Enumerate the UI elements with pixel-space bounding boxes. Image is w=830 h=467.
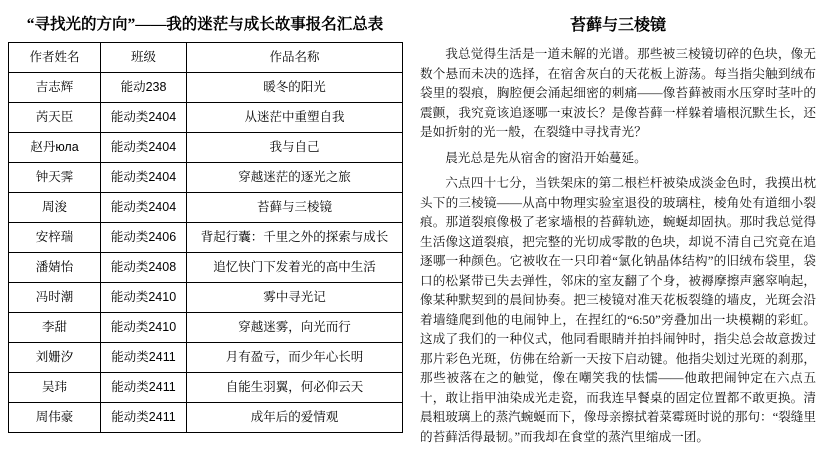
cell-class: 能动类2410 [101, 283, 187, 313]
table-row [9, 133, 403, 163]
table-row [9, 373, 403, 403]
cell-author: 钟天霁 [9, 163, 101, 193]
cell-author: 潘婧怡 [9, 253, 101, 283]
article-section [412, 0, 830, 467]
signup-table-section [0, 0, 412, 467]
cell-author: 冯时潮 [9, 283, 101, 313]
table-row [9, 343, 403, 373]
table-row [9, 103, 403, 133]
cell-work: 穿越迷茫的逐光之旅 [187, 163, 403, 193]
cell-class: 能动类2404 [101, 163, 187, 193]
cell-class: 能动类2404 [101, 193, 187, 223]
column-header-work: 作品名称 [187, 43, 403, 73]
cell-work: 暖冬的阳光 [187, 73, 403, 103]
cell-work: 苔藓与三棱镜 [187, 193, 403, 223]
cell-author: 吴玮 [9, 373, 101, 403]
cell-class: 能动类2404 [101, 133, 187, 163]
article-paragraph: 六点四十七分，当铁架床的第二根栏杆被染成淡金色时，我摸出枕头下的三棱镜——从高中物理实验室退役的玻璃柱，棱角处有道细小裂痕。那道裂痕像极了老家墙根的苔藓轨迹，蜿蜒却固执。那时我总觉得生活像这道裂痕，把完整的光切成零散的色块，却说不清自己究竟在追逐哪一种颜色。它被收在一只印着“氯化钠晶体结构”的旧绒布袋里，袋口的松紧带已失去弹性，邻床的室友翻了个身，被褥摩擦声窸窣响起，像某种默契到的晨间协奏。把三棱镜对准天花板裂缝的墙皮，光斑会沿着墙缝爬到他的电闹钟上，在捏红的“6:50”旁叠加出一块模糊的彩虹。这成了我们的一种仪式，他同看眼睛并拍抖闹钟时，指尖总会故意拨过那片彩色光斑，仿佛在给新一天按下启动键。他指尖划过光斑的刹那，那些被落在之的触觉，像在嘲笑我的怯懦——他敢把闹钟定在六点五十，敢让指甲油染成光走瓷，而我连早餐桌的固定位置都不敢更换。清晨粗玻璃上的蒸汽蜿蜒而下，像母亲擦拭着菜霉斑时说的那句：“裂缝里的苔藓活得最韧。”而我却在食堂的蒸汽里缩成一团。 [420, 176, 816, 444]
table-row [9, 223, 403, 253]
cell-author: 赵丹юла [9, 133, 101, 163]
cell-class: 能动类2411 [101, 403, 187, 433]
table-row [9, 403, 403, 433]
cell-author: 芮天臣 [9, 103, 101, 133]
cell-author: 周伟豪 [9, 403, 101, 433]
cell-author: 安梓瑞 [9, 223, 101, 253]
cell-class: 能动类2411 [101, 373, 187, 403]
table-header-row [9, 43, 403, 73]
cell-work: 穿越迷雾，向光而行 [187, 313, 403, 343]
cell-author: 李甜 [9, 313, 101, 343]
cell-author: 刘姗汐 [9, 343, 101, 373]
cell-author: 周浚 [9, 193, 101, 223]
cell-work: 我与自己 [187, 133, 403, 163]
cell-work: 成年后的爱情观 [187, 403, 403, 433]
cell-class: 能动类2404 [101, 103, 187, 133]
cell-work: 追忆快门下发着光的高中生活 [187, 253, 403, 283]
signup-table [8, 42, 403, 433]
cell-work: 雾中寻光记 [187, 283, 403, 313]
cell-class: 能动类2408 [101, 253, 187, 283]
table-row [9, 313, 403, 343]
table-body [9, 73, 403, 433]
table-row [9, 253, 403, 283]
cell-author: 吉志辉 [9, 73, 101, 103]
table-header [9, 43, 403, 73]
table-row [9, 163, 403, 193]
article-title: 苔藓与三棱镜 [569, 17, 666, 34]
table-row [9, 193, 403, 223]
cell-class: 能动类2411 [101, 343, 187, 373]
cell-work: 从迷茫中重塑自我 [187, 103, 403, 133]
table-row [9, 73, 403, 103]
article-paragraph: 晨光总是先从宿舍的窗沿开始蔓延。 [445, 150, 647, 165]
cell-class: 能动类2410 [101, 313, 187, 343]
table-title: “寻找光的方向”——我的迷茫与成长故事报名汇总表 [26, 16, 384, 33]
column-header-author: 作者姓名 [9, 43, 101, 73]
cell-work: 月有盈亏，而少年心长明 [187, 343, 403, 373]
table-row [9, 283, 403, 313]
cell-work: 自能生羽翼，何必仰云天 [187, 373, 403, 403]
article-paragraph: 我总觉得生活是一道未解的光谱。那些被三棱镜切碎的色块，像无数个悬而未决的选择，在宿舍灰白的天花板上游荡。每当指尖触到绒布袋里的裂痕，胸腔便会涌起细密的刺痛——像苔藓被雨水压穿时茎叶的震颤，我究竟该追逐哪一束波长？是像苔藓一样躲着墙根沉默生长，还是如折射的光一般，在裂缝中寻找青光？ [420, 47, 816, 140]
column-header-class: 班级 [101, 43, 187, 73]
cell-work: 背起行囊：千里之外的探索与成长 [187, 223, 403, 253]
article-body [420, 45, 816, 447]
cell-class: 能动类2406 [101, 223, 187, 253]
cell-class: 能动238 [101, 73, 187, 103]
